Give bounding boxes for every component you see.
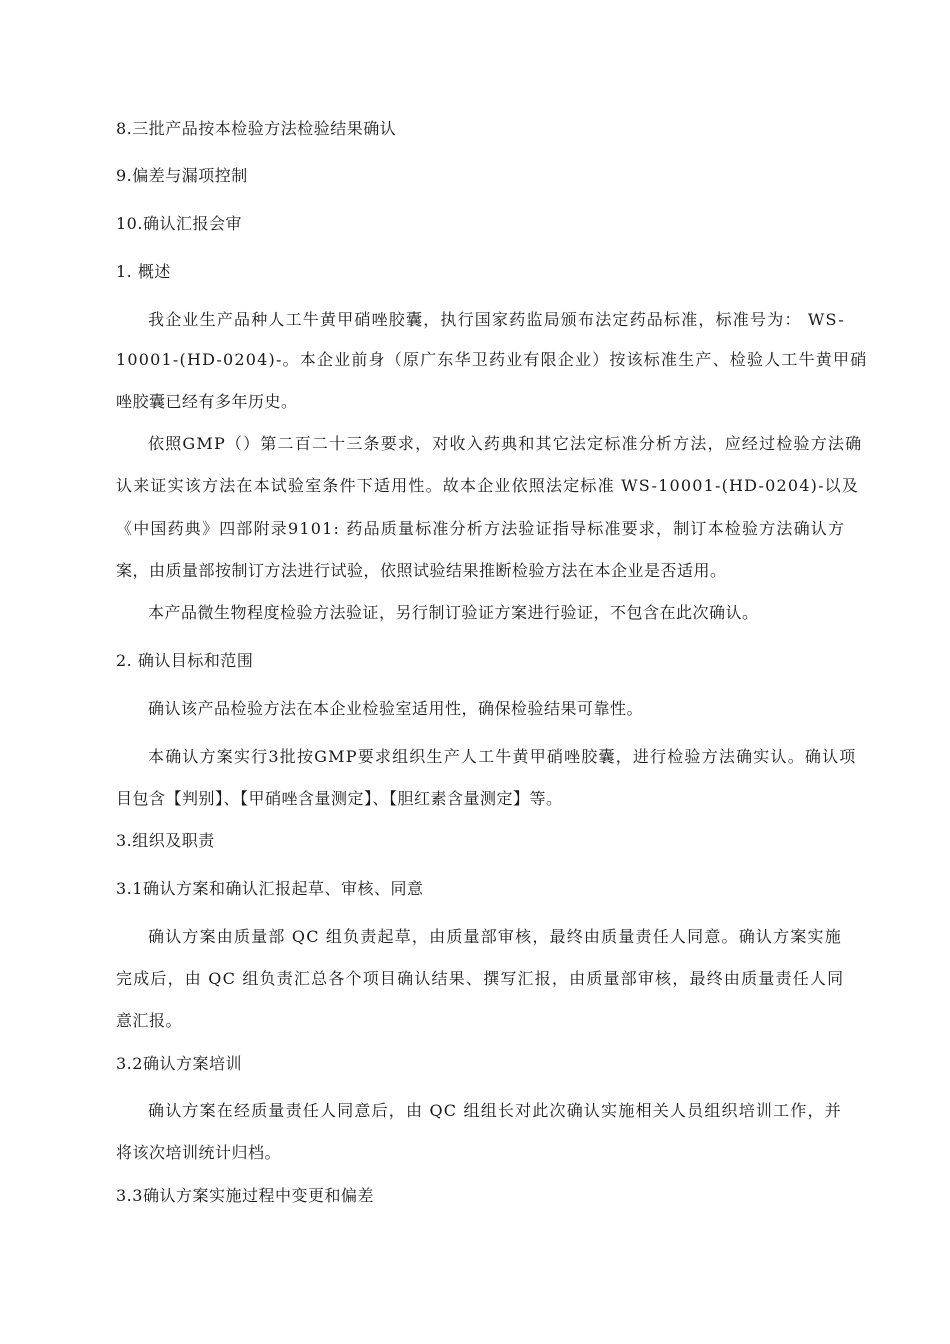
- paragraph-line: 依照GMP（）第二百二十三条要求，对收入药典和其它法定标准分析方法，应经过检验方法确: [148, 434, 863, 453]
- paragraph-line: 案，由质量部按制订方法进行试验，依照试验结果推断检验方法在本企业是否适用。: [116, 561, 727, 580]
- paragraph-line: 确认方案在经质量责任人同意后，由 QC 组组长对此次确认实施相关人员组织培训工作，并: [148, 1101, 842, 1120]
- paragraph-line: 10001-(HD-0204)-。本企业前身（原广东华卫药业有限企业）按该标准生产、检验人工牛黄甲硝: [116, 350, 868, 369]
- section-heading-objectives: 2. 确认目标和范围: [116, 651, 254, 670]
- paragraph-line: 完成后，由 QC 组负责汇总各个项目确认结果、撰写汇报，由质量部审核，最终由质量责任人同: [116, 969, 845, 988]
- section-heading-overview: 1. 概述: [116, 262, 171, 281]
- paragraph-line: 意汇报。: [116, 1011, 183, 1030]
- toc-item-10: 10.确认汇报会审: [116, 214, 242, 233]
- paragraph-line: 认来证实该方法在本试验室条件下适用性。故本企业依照法定标准 WS-10001-(HD-0204)-以及: [116, 476, 860, 495]
- paragraph-line: 确认方案由质量部 QC 组负责起草，由质量部审核，最终由质量责任人同意。确认方案实施: [148, 927, 842, 946]
- toc-item-8: 8.三批产品按本检验方法检验结果确认: [116, 119, 397, 138]
- subsection-heading-3-1: 3.1确认方案和确认汇报起草、审核、同意: [116, 879, 424, 898]
- subsection-heading-3-3: 3.3确认方案实施过程中变更和偏差: [116, 1186, 374, 1205]
- paragraph-line: 目包含【判别】、【甲硝唑含量测定】、【胆红素含量测定】等。: [116, 789, 563, 808]
- subsection-heading-3-2: 3.2确认方案培训: [116, 1054, 242, 1073]
- section-heading-organization: 3.组织及职责: [116, 831, 215, 850]
- toc-item-9: 9.偏差与漏项控制: [116, 166, 248, 185]
- paragraph-line: 将该次培训统计归档。: [116, 1143, 282, 1162]
- paragraph-line: 《中国药典》四部附录9101: 药品质量标准分析方法验证指导标准要求，制订本检验方法确认方: [116, 519, 846, 538]
- paragraph-line: 我企业生产品种人工牛黄甲硝唑胶囊，执行国家药监局颁布法定药品标准，标准号为： WS-: [148, 310, 845, 329]
- paragraph-line: 唑胶囊已经有多年历史。: [116, 392, 298, 411]
- paragraph-line: 确认该产品检验方法在本企业检验室适用性，确保检验结果可靠性。: [148, 699, 644, 718]
- paragraph-line: 本确认方案实行3批按GMP要求组织生产人工牛黄甲硝唑胶囊，进行检验方法确实认。确认项: [148, 747, 857, 766]
- paragraph-line: 本产品微生物程度检验方法验证，另行制订验证方案进行验证，不包含在此次确认。: [148, 603, 759, 622]
